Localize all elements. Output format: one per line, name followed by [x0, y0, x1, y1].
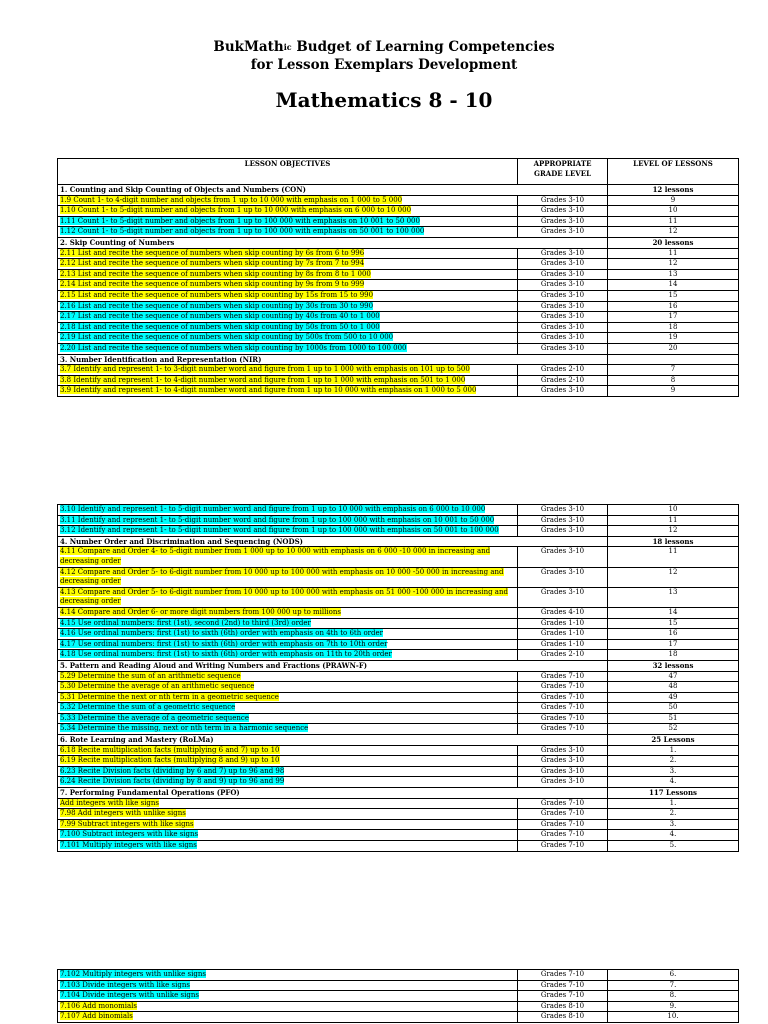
- grade-level-cell: Grades 2-10: [518, 375, 608, 386]
- header-objectives: LESSON OBJECTIVES: [58, 159, 518, 185]
- objective-row: [58, 216, 739, 227]
- objective-row: [58, 290, 739, 301]
- objective-cell: [58, 375, 518, 386]
- objective-cell: [58, 618, 518, 629]
- objective-text: 2.15 List and recite the sequence of numbers when skip counting by 15s from 15 to 990: [60, 290, 374, 299]
- objective-text: 7.103 Divide integers with like signs: [60, 980, 190, 989]
- grade-level-cell: Grades 3-10: [518, 195, 608, 206]
- objective-row: [58, 333, 739, 344]
- objective-row: [58, 269, 739, 280]
- grade-level-cell: Grades 7-10: [518, 809, 608, 820]
- lesson-level-cell: 3.: [608, 766, 739, 777]
- objective-row: [58, 1012, 739, 1023]
- objective-row: [58, 980, 739, 991]
- objective-text: 2.13 List and recite the sequence of numbers when skip counting by 8s from 8 to 1 000: [60, 269, 371, 278]
- lesson-level-cell: 13: [608, 269, 739, 280]
- objective-row: [58, 365, 739, 376]
- objective-text: Add integers with like signs: [60, 798, 160, 807]
- objective-text: 2.14 List and recite the sequence of numbers when skip counting by 9s from 9 to 999: [60, 280, 365, 289]
- grade-level-cell: Grades 3-10: [518, 386, 608, 397]
- objective-row: [58, 682, 739, 693]
- lesson-level-cell: 17: [608, 312, 739, 323]
- objective-cell: [58, 587, 518, 607]
- objective-text: 5.32 Determine the sum of a geometric sequence: [60, 703, 236, 712]
- section-lesson-count: 117 Lessons: [608, 788, 739, 799]
- objective-text: 3.9 Identify and represent 1- to 4-digit number word and figure from 1 up to 10 000 with emphasis on 1 000 to 5 000: [60, 386, 477, 395]
- section-title: 4. Number Order and Discrimination and Sequencing (NODS): [58, 536, 608, 547]
- grade-level-cell: Grades 7-10: [518, 830, 608, 841]
- objective-cell: [58, 290, 518, 301]
- objective-row: [58, 841, 739, 852]
- objective-cell: [58, 756, 518, 767]
- objective-text: 4.11 Compare and Order 4- to 5-digit number from 1 000 up to 10 000 with emphasis on 6 000 -10 000 in increasing and decreasing order: [60, 547, 491, 565]
- grade-level-cell: Grades 7-10: [518, 991, 608, 1002]
- objective-cell: [58, 505, 518, 516]
- objective-row: [58, 798, 739, 809]
- grade-level-cell: Grades 3-10: [518, 567, 608, 587]
- objective-text: 5.29 Determine the sum of an arithmetic sequence: [60, 671, 241, 680]
- lesson-level-cell: 16: [608, 301, 739, 312]
- objective-cell: [58, 248, 518, 259]
- lesson-level-cell: 4.: [608, 777, 739, 788]
- grade-level-cell: Grades 3-10: [518, 248, 608, 259]
- lesson-level-cell: 47: [608, 671, 739, 682]
- objective-cell: [58, 841, 518, 852]
- objective-cell: [58, 777, 518, 788]
- objective-row: [58, 671, 739, 682]
- objective-cell: [58, 547, 518, 567]
- objective-text: 4.12 Compare and Order 5- to 6-digit number from 10 000 up to 100 000 with emphasis on 10 000 -50 000 in increasing and decreasing order: [60, 567, 504, 586]
- objective-cell: [58, 312, 518, 323]
- grade-level-cell: Grades 3-10: [518, 322, 608, 333]
- objective-text: 6.23 Recite Division facts (dividing by 6 and 7) up to 96 and 98: [60, 766, 285, 775]
- subject-title: Mathematics 8 - 10: [275, 88, 493, 112]
- lesson-level-cell: 17: [608, 639, 739, 650]
- objective-cell: [58, 607, 518, 618]
- objective-text: 7.107 Add binomials: [60, 1012, 133, 1021]
- objective-cell: [58, 703, 518, 714]
- objective-text: 4.18 Use ordinal numbers: first (1st) to sixth (6th) order with emphasis on 11th to 20th order: [60, 650, 392, 659]
- objective-row: [58, 227, 739, 238]
- objective-text: 3.11 Identify and represent 1- to 5-digit number word and figure from 1 up to 100 000 with emphasis on 10 001 to 50 000: [60, 515, 495, 524]
- competencies-table-1: [57, 158, 739, 397]
- grade-level-cell: Grades 8-10: [518, 1001, 608, 1012]
- objective-cell: [58, 322, 518, 333]
- objective-row: [58, 567, 739, 587]
- objective-text: 6.18 Recite multiplication facts (multiplying 6 and 7) up to 10: [60, 745, 280, 754]
- lesson-level-cell: 10: [608, 505, 739, 516]
- objective-row: [58, 375, 739, 386]
- section-title: 1. Counting and Skip Counting of Objects and Numbers (CON): [58, 185, 608, 196]
- grade-level-cell: Grades 3-10: [518, 515, 608, 526]
- objective-text: 2.20 List and recite the sequence of numbers when skip counting by 1000s from 1000 to 100 000: [60, 343, 407, 352]
- objective-text: 4.14 Compare and Order 6- or more digit numbers from 100 000 up to millions: [60, 607, 341, 616]
- objective-row: [58, 248, 739, 259]
- lesson-level-cell: 13: [608, 587, 739, 607]
- grade-level-cell: Grades 3-10: [518, 290, 608, 301]
- lesson-level-cell: 2.: [608, 809, 739, 820]
- lesson-level-cell: 9: [608, 386, 739, 397]
- lesson-level-cell: 2.: [608, 756, 739, 767]
- objective-row: [58, 629, 739, 640]
- objective-row: [58, 526, 739, 537]
- objective-cell: [58, 819, 518, 830]
- lesson-level-cell: 20: [608, 343, 739, 354]
- objective-text: 1.10 Count 1- to 5-digit number and objects from 1 up to 10 000 with emphasis on 6 000 to 10 000: [60, 206, 412, 215]
- objective-cell: [58, 692, 518, 703]
- lesson-level-cell: 1.: [608, 798, 739, 809]
- grade-level-cell: Grades 3-10: [518, 587, 608, 607]
- lesson-level-cell: 15: [608, 618, 739, 629]
- lesson-level-cell: 8.: [608, 991, 739, 1002]
- objective-row: [58, 650, 739, 661]
- grade-level-cell: Grades 1-10: [518, 629, 608, 640]
- competencies-table-3: [57, 969, 739, 1023]
- grade-level-cell: Grades 3-10: [518, 756, 608, 767]
- lesson-level-cell: 49: [608, 692, 739, 703]
- objective-row: [58, 505, 739, 516]
- section-row: [58, 536, 739, 547]
- grade-level-cell: Grades 3-10: [518, 745, 608, 756]
- section-lesson-count: [608, 354, 739, 365]
- grade-level-cell: Grades 2-10: [518, 365, 608, 376]
- objective-text: 4.17 Use ordinal numbers: first (1st) to sixth (6th) order with emphasis on 7th to 10th order: [60, 639, 388, 648]
- objective-row: [58, 587, 739, 607]
- lesson-level-cell: 10.: [608, 1012, 739, 1023]
- objective-row: [58, 703, 739, 714]
- grade-level-cell: Grades 7-10: [518, 724, 608, 735]
- objective-text: 2.19 List and recite the sequence of numbers when skip counting by 500s from 500 to 10 000: [60, 333, 394, 342]
- objective-row: [58, 745, 739, 756]
- grade-level-cell: Grades 7-10: [518, 798, 608, 809]
- section-lesson-count: 32 lessons: [608, 660, 739, 671]
- objective-text: 3.7 Identify and represent 1- to 3-digit number word and figure from 1 up to 1 000 with emphasis on 101 up to 500: [60, 365, 470, 374]
- lesson-level-cell: 18: [608, 322, 739, 333]
- objective-text: 5.31 Determine the next or nth term in a geometric sequence: [60, 692, 279, 701]
- objective-row: [58, 1001, 739, 1012]
- objective-text: 5.34 Determine the missing, next or nth term in a harmonic sequence: [60, 724, 309, 733]
- objective-cell: [58, 650, 518, 661]
- objective-row: [58, 322, 739, 333]
- lesson-level-cell: 48: [608, 682, 739, 693]
- objective-text: 5.30 Determine the average of an arithmetic sequence: [60, 682, 255, 691]
- lesson-level-cell: 9: [608, 195, 739, 206]
- objective-text: 7.98 Add integers with unlike signs: [60, 809, 186, 818]
- grade-level-cell: Grades 3-10: [518, 301, 608, 312]
- objective-row: [58, 809, 739, 820]
- grade-level-cell: Grades 3-10: [518, 227, 608, 238]
- section-title: 5. Pattern and Reading Aloud and Writing Numbers and Fractions (PRAWN-F): [58, 660, 608, 671]
- objective-text: 1.11 Count 1- to 5-digit number and objects from 1 up to 100 000 with emphasis on 10 001 to 50 000: [60, 216, 420, 225]
- objective-text: 2.17 List and recite the sequence of numbers when skip counting by 40s from 40 to 1 000: [60, 312, 380, 321]
- objective-cell: [58, 259, 518, 270]
- grade-level-cell: Grades 3-10: [518, 259, 608, 270]
- objective-text: 4.13 Compare and Order 5- to 6-digit number from 10 000 up to 100 000 with emphasis on 51 000 -100 000 in increasing and decreasing order: [60, 587, 508, 606]
- objective-cell: [58, 216, 518, 227]
- lesson-level-cell: 52: [608, 724, 739, 735]
- objective-row: [58, 259, 739, 270]
- section-lesson-count: 12 lessons: [608, 185, 739, 196]
- objective-cell: [58, 343, 518, 354]
- objective-row: [58, 195, 739, 206]
- lesson-level-cell: 12: [608, 526, 739, 537]
- objective-row: [58, 515, 739, 526]
- objective-text: 6.24 Recite Division facts (dividing by 8 and 9) up to 96 and 99: [60, 777, 285, 786]
- grade-level-cell: Grades 8-10: [518, 1012, 608, 1023]
- grade-level-cell: Grades 7-10: [518, 980, 608, 991]
- objective-cell: [58, 809, 518, 820]
- objective-cell: [58, 713, 518, 724]
- objective-text: 2.12 List and recite the sequence of numbers when skip counting by 7s from 7 to 994: [60, 259, 365, 268]
- objective-row: [58, 639, 739, 650]
- objective-cell: [58, 798, 518, 809]
- grade-level-cell: Grades 7-10: [518, 692, 608, 703]
- objective-text: 5.33 Determine the average of a geometric sequence: [60, 713, 249, 722]
- objective-cell: [58, 280, 518, 291]
- objective-text: 2.11 List and recite the sequence of numbers when skip counting by 6s from 6 to 996: [60, 248, 365, 257]
- objective-row: [58, 991, 739, 1002]
- objective-row: [58, 830, 739, 841]
- objective-row: [58, 777, 739, 788]
- objective-row: [58, 618, 739, 629]
- grade-level-cell: Grades 7-10: [518, 970, 608, 981]
- objective-row: [58, 312, 739, 323]
- objective-text: 3.8 Identify and represent 1- to 4-digit number word and figure from 1 up to 1 000 with emphasis on 501 to 1 000: [60, 375, 466, 384]
- lesson-level-cell: 19: [608, 333, 739, 344]
- lesson-level-cell: 11: [608, 216, 739, 227]
- lesson-level-cell: 12: [608, 567, 739, 587]
- section-title: 6. Rote Learning and Mastery (RoLMa): [58, 735, 608, 746]
- section-row: [58, 788, 739, 799]
- lesson-level-cell: 11: [608, 515, 739, 526]
- objective-row: [58, 607, 739, 618]
- header-grade-level: APPROPRIATE GRADE LEVEL: [518, 159, 608, 185]
- section-title: 2. Skip Counting of Numbers: [58, 237, 608, 248]
- lesson-level-cell: 16: [608, 629, 739, 640]
- lesson-level-cell: 14: [608, 607, 739, 618]
- objective-row: [58, 343, 739, 354]
- objective-cell: [58, 526, 518, 537]
- objective-row: [58, 970, 739, 981]
- objective-text: 7.99 Subtract integers with like signs: [60, 819, 194, 828]
- objective-cell: [58, 1012, 518, 1023]
- objective-text: 3.12 Identify and represent 1- to 5-digit number word and figure from 1 up to 100 000 with emphasis on 50 001 to 100 000: [60, 526, 499, 535]
- section-lesson-count: 25 Lessons: [608, 735, 739, 746]
- grade-level-cell: Grades 3-10: [518, 526, 608, 537]
- objective-cell: [58, 629, 518, 640]
- document-title: BukMath$^{ic}$ Budget of Learning Competencies for Lesson Exemplars Development: [213, 39, 555, 73]
- objective-text: 7.101 Multiply integers with like signs: [60, 841, 197, 849]
- objective-text: 4.16 Use ordinal numbers: first (1st) to sixth (6th) order with emphasis on 4th to 6th order: [60, 629, 383, 638]
- grade-level-cell: Grades 1-10: [518, 639, 608, 650]
- lesson-level-cell: 51: [608, 713, 739, 724]
- objective-text: 4.15 Use ordinal numbers: first (1st), second (2nd) to third (3rd) order: [60, 618, 311, 627]
- grade-level-cell: Grades 4-10: [518, 607, 608, 618]
- lesson-level-cell: 15: [608, 290, 739, 301]
- objective-row: [58, 301, 739, 312]
- grade-level-cell: Grades 3-10: [518, 280, 608, 291]
- section-row: [58, 660, 739, 671]
- section-row: [58, 185, 739, 196]
- section-lesson-count: 20 lessons: [608, 237, 739, 248]
- grade-level-cell: Grades 3-10: [518, 547, 608, 567]
- objective-row: [58, 756, 739, 767]
- objective-text: 6.19 Recite multiplication facts (multiplying 8 and 9) up to 10: [60, 756, 280, 765]
- objective-cell: [58, 639, 518, 650]
- lesson-level-cell: 11: [608, 547, 739, 567]
- objective-text: 3.10 Identify and represent 1- to 5-digit number word and figure from 1 up to 10 000 with emphasis on 6 000 to 10 000: [60, 505, 486, 513]
- lesson-level-cell: 14: [608, 280, 739, 291]
- objective-row: [58, 819, 739, 830]
- lesson-level-cell: 8: [608, 375, 739, 386]
- lesson-level-cell: 6.: [608, 970, 739, 981]
- objective-cell: [58, 724, 518, 735]
- lesson-level-cell: 10: [608, 206, 739, 217]
- section-title: 7. Performing Fundamental Operations (PFO): [58, 788, 608, 799]
- objective-text: 2.18 List and recite the sequence of numbers when skip counting by 50s from 50 to 1 000: [60, 322, 380, 331]
- grade-level-cell: Grades 3-10: [518, 505, 608, 516]
- objective-row: [58, 547, 739, 567]
- grade-level-cell: Grades 3-10: [518, 312, 608, 323]
- lesson-level-cell: 12: [608, 227, 739, 238]
- lesson-level-cell: 50: [608, 703, 739, 714]
- grade-level-cell: Grades 3-10: [518, 333, 608, 344]
- grade-level-cell: Grades 2-10: [518, 650, 608, 661]
- lesson-level-cell: 7: [608, 365, 739, 376]
- objective-row: [58, 206, 739, 217]
- objective-cell: [58, 671, 518, 682]
- lesson-level-cell: 7.: [608, 980, 739, 991]
- grade-level-cell: Grades 7-10: [518, 703, 608, 714]
- grade-level-cell: Grades 7-10: [518, 819, 608, 830]
- lesson-level-cell: 1.: [608, 745, 739, 756]
- objective-cell: [58, 567, 518, 587]
- objective-cell: [58, 195, 518, 206]
- objective-text: 7.100 Subtract integers with like signs: [60, 830, 199, 839]
- grade-level-cell: Grades 3-10: [518, 343, 608, 354]
- objective-cell: [58, 386, 518, 397]
- competencies-table-2: [57, 504, 739, 852]
- grade-level-cell: Grades 7-10: [518, 713, 608, 724]
- objective-text: 1.12 Count 1- to 5-digit number and objects from 1 up to 100 000 with emphasis on 50 001 to 100 000: [60, 227, 425, 236]
- header-level-of-lessons: LEVEL OF LESSONS: [608, 159, 739, 185]
- section-row: [58, 237, 739, 248]
- objective-cell: [58, 365, 518, 376]
- objective-cell: [58, 1001, 518, 1012]
- section-lesson-count: 18 lessons: [608, 536, 739, 547]
- objective-text: 7.104 Divide integers with unlike signs: [60, 991, 199, 1000]
- objective-cell: [58, 991, 518, 1002]
- objective-cell: [58, 682, 518, 693]
- lesson-level-cell: 18: [608, 650, 739, 661]
- objective-cell: [58, 301, 518, 312]
- objective-cell: [58, 980, 518, 991]
- lesson-level-cell: 4.: [608, 830, 739, 841]
- objective-cell: [58, 766, 518, 777]
- lesson-level-cell: 11: [608, 248, 739, 259]
- objective-cell: [58, 227, 518, 238]
- objective-row: [58, 724, 739, 735]
- objective-cell: [58, 745, 518, 756]
- section-row: [58, 354, 739, 365]
- grade-level-cell: Grades 7-10: [518, 671, 608, 682]
- grade-level-cell: Grades 3-10: [518, 269, 608, 280]
- objective-cell: [58, 970, 518, 981]
- objective-row: [58, 386, 739, 397]
- objective-text: 1.9 Count 1- to 4-digit number and objects from 1 up to 10 000 with emphasis on 1 000 to 5 000: [60, 195, 403, 204]
- lesson-level-cell: 12: [608, 259, 739, 270]
- objective-row: [58, 280, 739, 291]
- objective-text: 2.16 List and recite the sequence of numbers when skip counting by 30s from 30 to 990: [60, 301, 374, 310]
- lesson-level-cell: 5.: [608, 841, 739, 852]
- section-row: [58, 735, 739, 746]
- objective-cell: [58, 333, 518, 344]
- objective-cell: [58, 830, 518, 841]
- grade-level-cell: Grades 3-10: [518, 216, 608, 227]
- objective-row: [58, 766, 739, 777]
- objective-text: 7.106 Add monomials: [60, 1001, 137, 1010]
- lesson-level-cell: 3.: [608, 819, 739, 830]
- grade-level-cell: Grades 3-10: [518, 777, 608, 788]
- objective-row: [58, 713, 739, 724]
- objective-text: 7.102 Multiply integers with unlike signs: [60, 970, 206, 978]
- grade-level-cell: Grades 3-10: [518, 766, 608, 777]
- lesson-level-cell: 9.: [608, 1001, 739, 1012]
- grade-level-cell: Grades 7-10: [518, 682, 608, 693]
- grade-level-cell: Grades 3-10: [518, 206, 608, 217]
- objective-cell: [58, 269, 518, 280]
- objective-cell: [58, 206, 518, 217]
- objective-row: [58, 692, 739, 703]
- grade-level-cell: Grades 1-10: [518, 618, 608, 629]
- grade-level-cell: Grades 7-10: [518, 841, 608, 852]
- objective-cell: [58, 515, 518, 526]
- section-title: 3. Number Identification and Representation (NIR): [58, 354, 608, 365]
